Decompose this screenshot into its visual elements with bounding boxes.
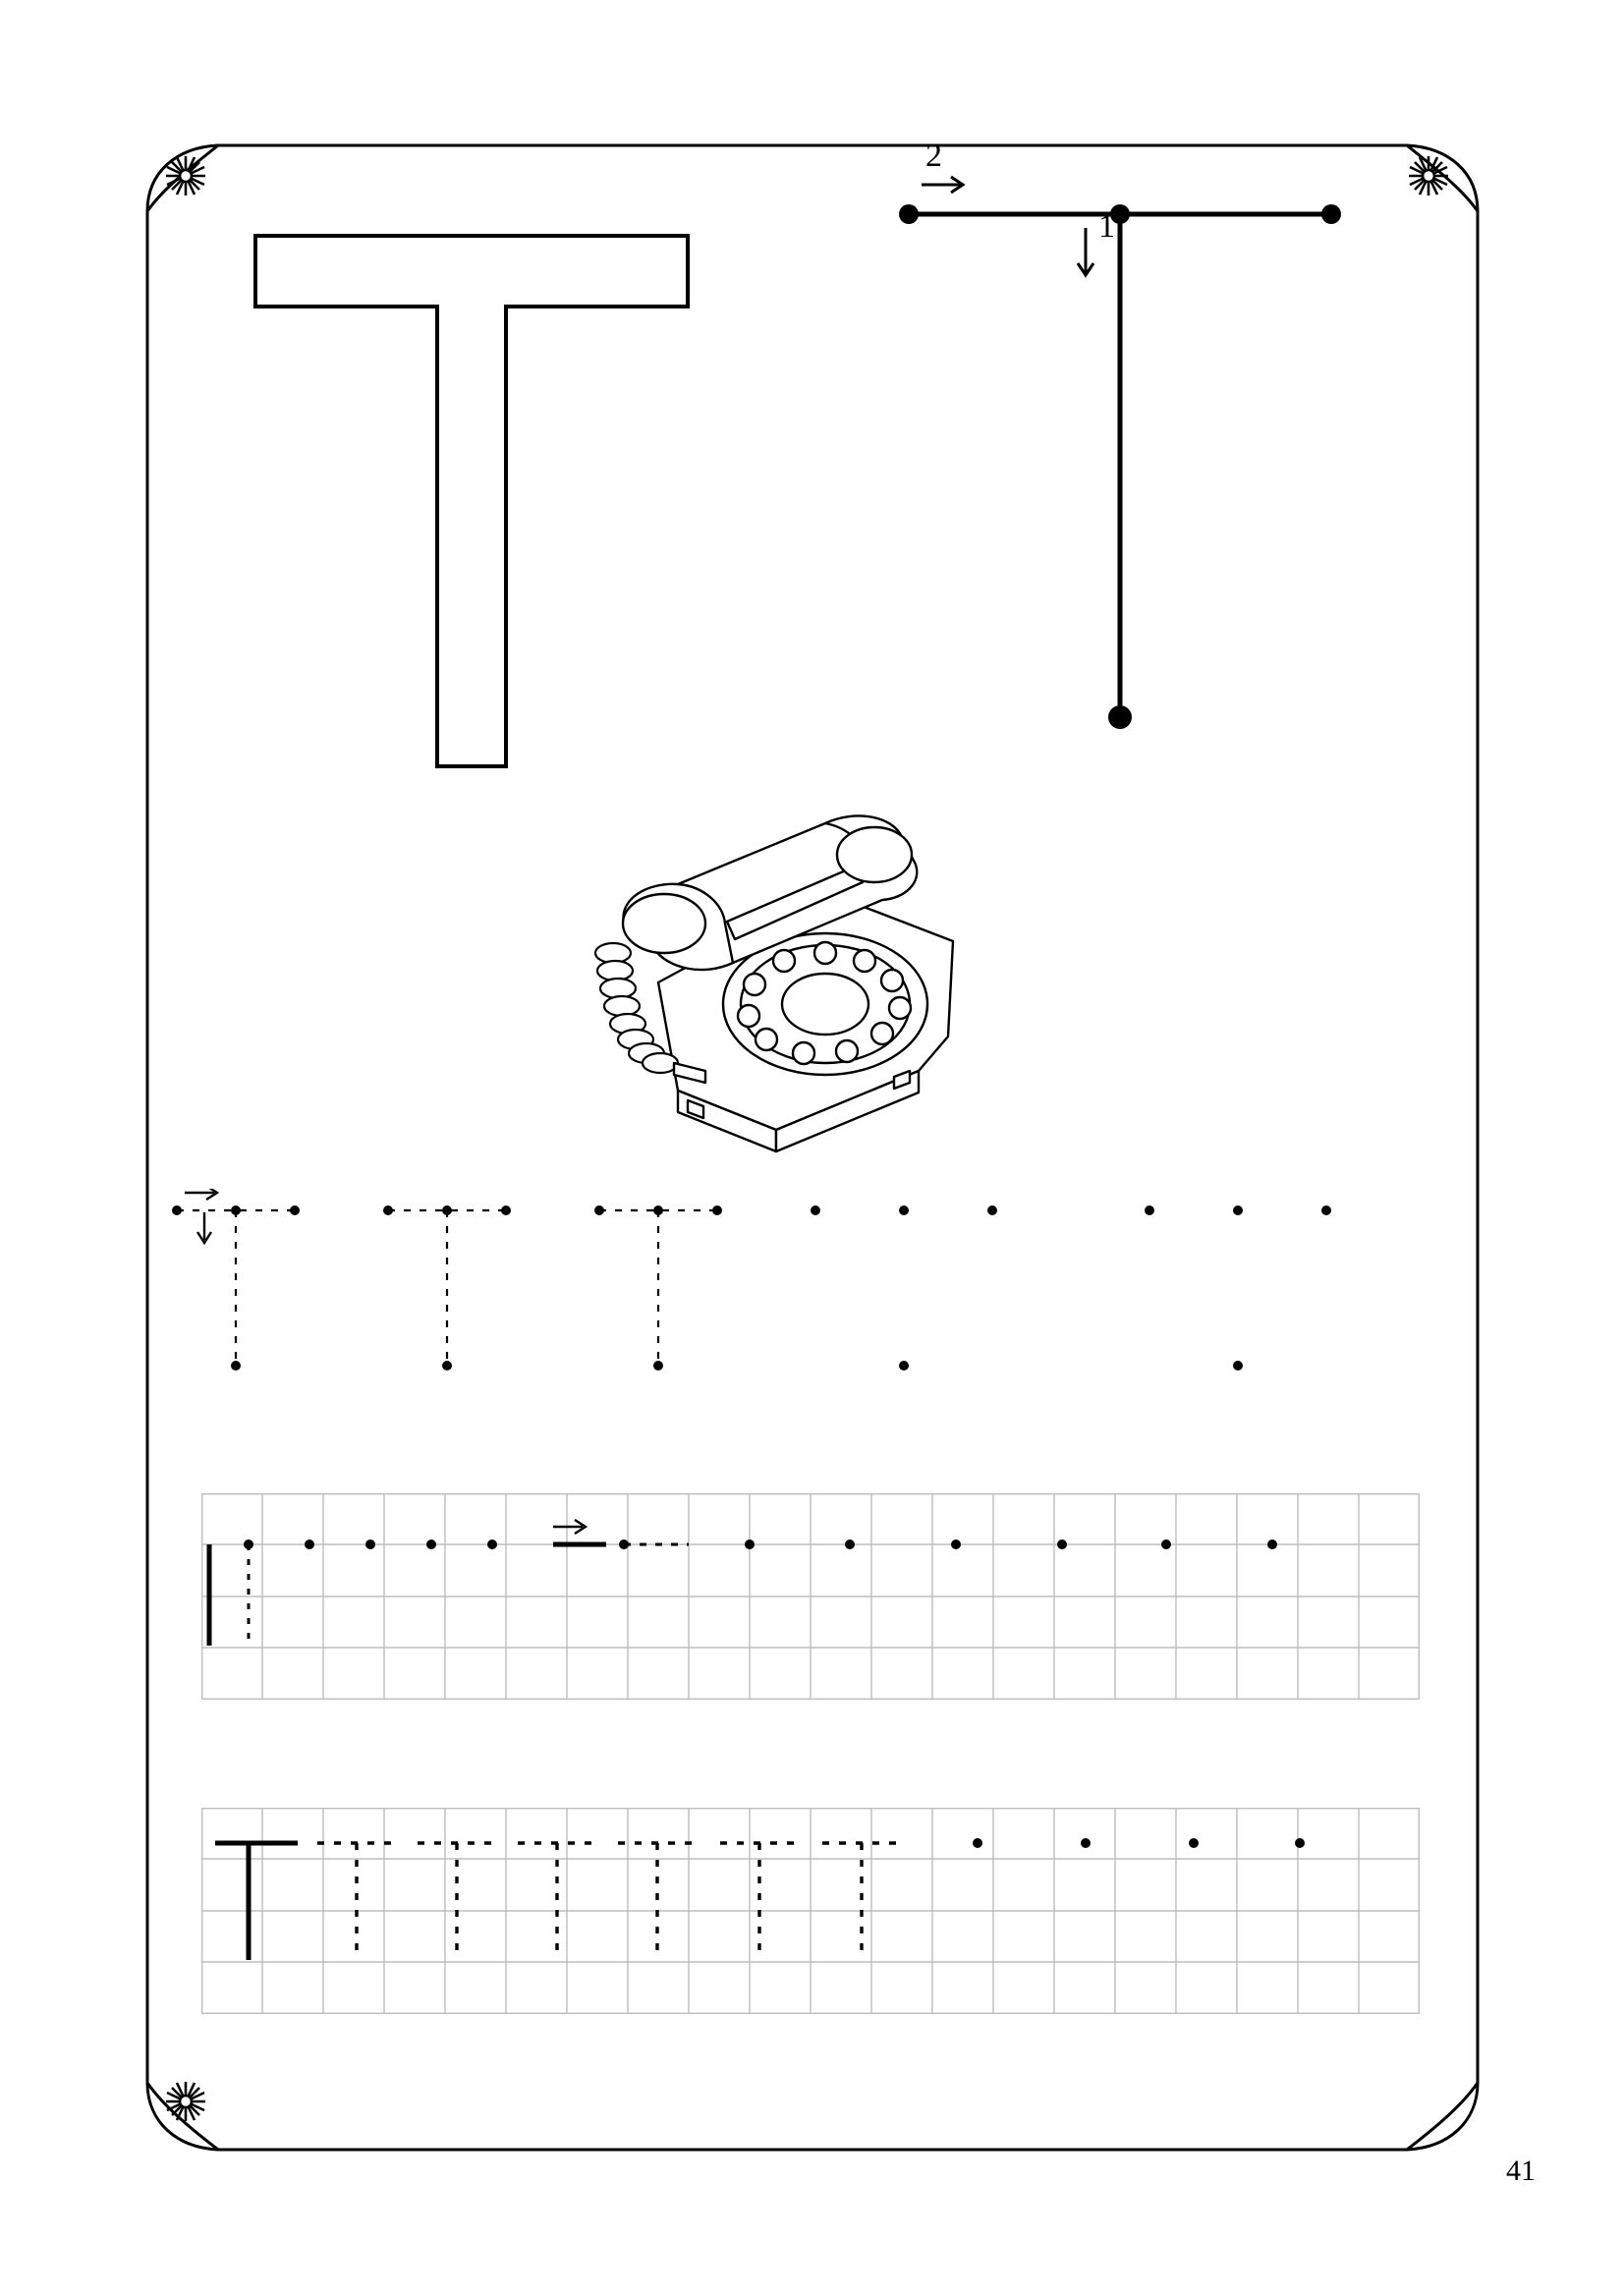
- stroke-order-label-2: 2: [925, 138, 942, 174]
- flower-icon: [162, 152, 209, 199]
- big-letter-outline-T: [246, 226, 698, 776]
- flower-icon: [162, 2078, 209, 2125]
- stroke-order-label-1: 1: [1098, 208, 1115, 245]
- flower-icon: [1405, 152, 1452, 199]
- uppercase-T-grid-row[interactable]: [201, 1808, 1420, 2014]
- lowercase-t-grid-row[interactable]: [201, 1493, 1420, 1700]
- uppercase-T-dotted-trace-row[interactable]: [167, 1189, 1464, 1425]
- page-number: 41: [1506, 2155, 1536, 2187]
- rotary-telephone-illustration: [531, 776, 1012, 1169]
- stroke-order-diagram: [884, 138, 1395, 796]
